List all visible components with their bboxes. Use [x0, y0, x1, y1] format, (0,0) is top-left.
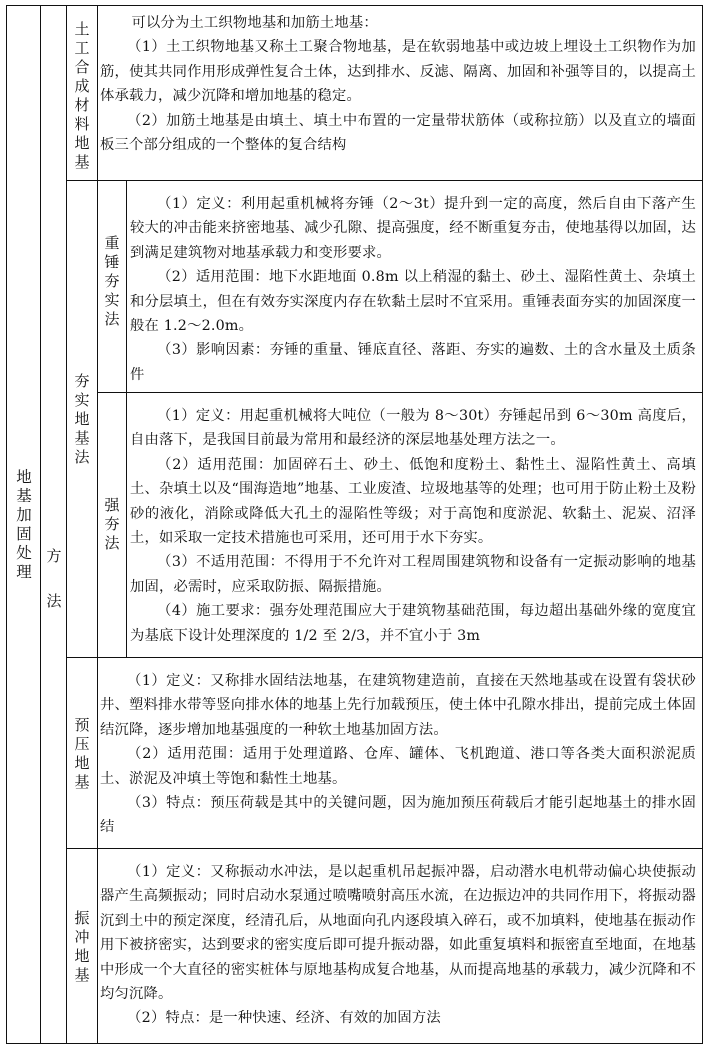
section-text-preloading — [100, 669, 696, 840]
method-label-top: 方 — [46, 547, 62, 565]
paragraph: （3）影响因素：夯锤的重量、锤底直径、落距、夯实的遍数、土的含水量及土质条件 — [130, 342, 696, 383]
subsection-label-dynamic-compaction: 强夯法 — [104, 496, 120, 552]
section-label-preloading: 预压地基 — [74, 716, 90, 791]
col3-divider — [97, 5, 98, 1044]
paragraph: （1）定义：又称振动水冲法，是以起重机吊起振冲器，启动潜水电机带动偏心块使振动器产生高频振动；同时启动水泵通过喷嘴喷射高压水流，在边振边冲的共同作用下，将振动器沉到土中的预定深度，经清孔后，从地面向孔内逐段填入碎石，或不加填料，使地基在振动作用下被挤密实，达到要求的密实度后即可提升振动器，如此重复填料和振密直至地面，在地基中形成一个大直径的密实桩体与原地基构成复合地基，从而提高地基的承载力，减少沉降和不均匀沉降。 — [100, 864, 696, 1003]
paragraph: （1）土工织物地基又称土工聚合物地基，是在软弱地基中或边坡上埋设土工织物作为加筋，使其共同作用形成弹性复合土体，达到排水、反滤、隔离、加固和补强等目的，以提高土体承载力，减少沉降和增加地基的稳定。 — [100, 39, 696, 105]
row-divider-sub — [97, 392, 703, 393]
paragraph: （4）施工要求：强夯处理范围应大于建筑物基础范围，每边超出基础外缘的宽度宜为基底下设计处理深度的 1/2 至 2/3，并不宜小于 3m — [130, 603, 696, 644]
paragraph: （2）加筋土地基是由填土、填土中布置的一定量带状筋体（或称拉筋）以及直立的墙面板三个部分组成的一个整体的复合结构 — [100, 112, 696, 154]
paragraph: 可以分为土工织物地基和加筋土地基： — [131, 15, 378, 31]
col2-divider — [66, 5, 67, 1044]
paragraph: （2）适用范围：适用于处理道路、仓库、罐体、飞机跑道、港口等各类大面积淤泥质土、淤泥及冲填土等饱和黏性土地基。 — [100, 746, 696, 787]
subcol-divider — [126, 180, 127, 657]
paragraph: （1）定义：用起重机械将大吨位（一般为 8～30t）夯锤起吊到 6～30m 高度后，自由落下，是我国目前最为常用和最经济的深层地基处理方法之一。 — [130, 408, 696, 449]
section-label-geosynthetic: 土工合成材料地基 — [74, 20, 90, 171]
category-label: 地基加固处理 — [16, 468, 32, 581]
section-text-vibroflotation — [100, 860, 696, 1031]
row-divider-1 — [66, 180, 703, 181]
method-label-bottom: 法 — [46, 592, 62, 610]
section-text-geosynthetic — [100, 11, 696, 157]
paragraph: （3）特点：预压荷载是其中的关键问题，因为施加预压荷载后才能引起地基土的排水固结 — [100, 795, 696, 836]
paragraph: （1）定义：利用起重机械将夯锤（2～3t）提升到一定的高度，然后自由下落产生较大的冲击能来挤密地基、减少孔隙、提高强度，经不断重复夯击，使地基得以加固，达到满足建筑物对地基承载力和变形要求。 — [130, 196, 696, 261]
paragraph: （1）定义：又称排水固结法地基，在建筑物建造前，直接在天然地基或在设置有袋状砂井、塑料排水带等竖向排水体的地基上先行加载预压，使土体中孔隙水排出，提前完成土体固结沉降，逐步增加地基强度的一种软土地基加固方法。 — [100, 673, 696, 738]
paragraph: （3）不适用范围：不得用于不允许对工程周围建筑物和设备有一定振动影响的地基加固，必需时，应采取防振、隔振措施。 — [130, 554, 696, 595]
paragraph: （2）适用范围：地下水距地面 0.8m 以上稍湿的黏土、砂土、湿陷性黄土、杂填土和分层填土，但在有效夯实深度内存在软黏土层时不宜采用。重锤表面夯实的加固深度一般在 1.2～2.0m。 — [130, 269, 696, 335]
section-label-vibroflotation: 振冲地基 — [74, 909, 90, 984]
col1-divider — [40, 5, 41, 1044]
section-text-dynamic-compaction — [130, 404, 696, 648]
section-text-heavy-tamping — [130, 192, 696, 387]
row-divider-2 — [66, 657, 703, 658]
section-label-compaction: 夯实地基法 — [74, 372, 90, 466]
subsection-label-heavy-tamping: 重锤夯实法 — [104, 234, 120, 328]
paragraph: （2）适用范围：加固碎石土、砂土、低饱和度粉土、黏性土、湿陷性黄土、高填土、杂填土以及“围海造地”地基、工业废渣、垃圾地基等的处理；也可用于防止粉土及粉砂的液化，消除或降低大孔土的湿陷性等级；对于高饱和度淤泥、软黏土、泥炭、沼泽土，如采取一定技术措施也可采用，还可用于水下夯实。 — [130, 456, 696, 547]
paragraph: （2）特点：是一种快速、经济、有效的加固方法 — [127, 1010, 441, 1027]
row-divider-3 — [66, 848, 703, 849]
